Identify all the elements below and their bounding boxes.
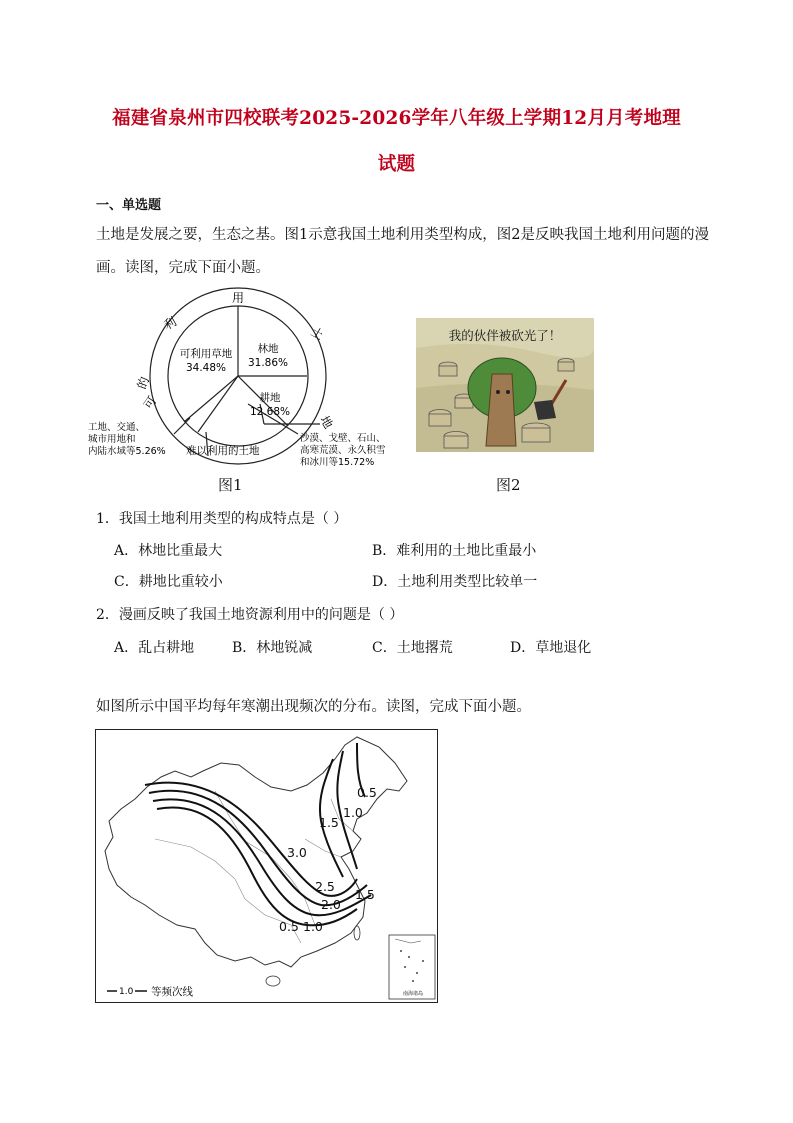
page-title: 福建省泉州市四校联考2025-2026学年八年级上学期12月月考地理 <box>112 108 681 129</box>
segment-value: 34.48% <box>185 362 227 374</box>
section-heading: 一、单选题 <box>96 198 162 213</box>
figure1-pie <box>88 284 418 480</box>
ring-char: 的 <box>134 374 152 392</box>
q2-option-a[interactable]: A．乱占耕地 <box>114 640 195 656</box>
figure2-cartoon <box>416 318 594 452</box>
legend-text: 等频次线 <box>151 986 193 998</box>
isoline-label: 1.5 <box>319 815 339 830</box>
segment-value: 31.86% <box>247 357 289 369</box>
q2-option-d[interactable]: D．草地退化 <box>510 640 592 656</box>
left-note: 工地、交通、 <box>88 422 146 433</box>
question-2-stem: 2．漫画反映了我国土地资源利用中的问题是（ ） <box>96 607 404 623</box>
isoline-label: 0.5 <box>357 785 377 800</box>
q1-option-d[interactable]: D．土地利用类型比较单一 <box>372 574 538 590</box>
q1-option-c[interactable]: C．耕地比重较小 <box>114 574 223 590</box>
china-cold-wave-map <box>95 729 438 1003</box>
isoline-label: 3.0 <box>287 845 307 860</box>
intro-line-2: 画。读图，完成下面小题。 <box>96 260 270 276</box>
cartoon-speech-text: 我的伙伴被砍光了！ <box>448 328 562 343</box>
isoline-label: 1.0 <box>343 805 363 820</box>
south-china-sea-inset <box>389 935 435 999</box>
isoline-label: 1.0 <box>303 919 323 934</box>
ring-char: 地 <box>317 413 336 431</box>
segment-name: 可利用草地 <box>179 348 233 360</box>
figure1-caption: 图1 <box>218 476 243 494</box>
right-note: 沙漠、戈壁、石山、 <box>300 433 386 444</box>
ring-char: 土 <box>308 324 326 343</box>
segment-name: 林地 <box>257 343 279 355</box>
ring-char: 用 <box>232 291 245 305</box>
isoline-label: 2.5 <box>315 879 335 894</box>
page-title-line2: 试题 <box>377 154 416 175</box>
segment-name: 耕地 <box>259 392 281 404</box>
isoline-label: 1.5 <box>355 887 375 902</box>
ring-char: 利 <box>161 314 179 333</box>
ring-char: 可 <box>140 393 160 412</box>
q2-option-c[interactable]: C．土地撂荒 <box>372 640 453 656</box>
right-note: 和冰川等15.72% <box>300 457 375 468</box>
q1-option-a[interactable]: A．林地比重最大 <box>114 543 223 559</box>
intro2: 如图所示中国平均每年寒潮出现频次的分布。读图，完成下面小题。 <box>96 699 531 715</box>
hard-land-label: 难以利用的土地 <box>186 445 260 457</box>
q1-option-b[interactable]: B．难利用的土地比重最小 <box>372 543 537 559</box>
inset-label: 南海诸岛 <box>402 991 424 997</box>
legend-sample: 1.0 <box>119 987 134 997</box>
q2-option-b[interactable]: B．林地锐减 <box>232 640 313 656</box>
intro-line-1: 土地是发展之要，生态之基。图1示意我国土地利用类型构成，图2是反映我国土地利用问题的漫 <box>96 227 709 243</box>
right-note: 高寒荒漠、永久积雪 <box>300 445 386 456</box>
isoline-label: 0.5 <box>279 919 299 934</box>
figure2-caption: 图2 <box>496 476 521 494</box>
isoline-label: 2.0 <box>321 897 341 912</box>
segment-value: 12.68% <box>249 406 291 418</box>
left-note: 内陆水域等5.26% <box>88 446 166 457</box>
question-1-stem: 1．我国土地利用类型的构成特点是（ ） <box>96 511 348 527</box>
left-note: 城市用地和 <box>88 434 136 445</box>
